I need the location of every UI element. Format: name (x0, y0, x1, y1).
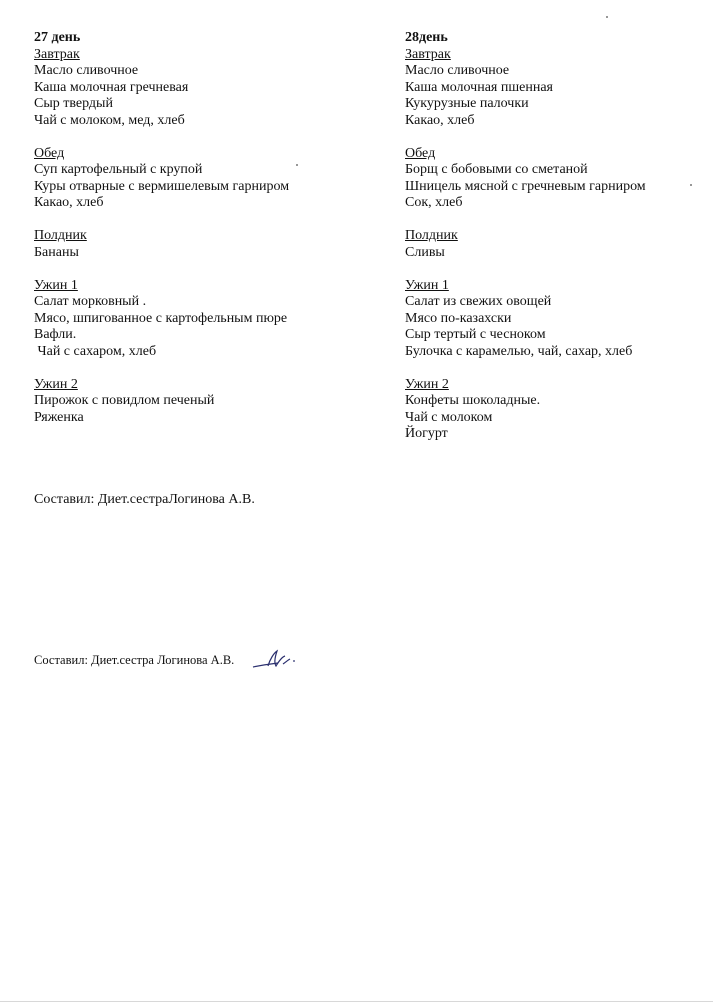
menu-item: Каша молочная гречневая (34, 79, 189, 95)
day-28-dinner-2 (405, 377, 695, 443)
menu-item: Сыр тертый с чесноком (405, 327, 546, 342)
day-28-title: 28день (405, 30, 448, 45)
handwritten-signature-icon (250, 647, 302, 673)
menu-item: Бананы (34, 244, 79, 260)
menu-item: Куры отварные с вермишелевым гарниром (34, 178, 290, 194)
menu-item: Конфеты шоколадные. (405, 393, 541, 408)
menu-item: Масло сливочное (405, 63, 510, 78)
menu-item: Борщ с бобовыми со сметаной (405, 162, 588, 177)
day-27-title: 27 день (34, 30, 81, 45)
menu-item: Масло сливочное (34, 63, 139, 78)
menu-item: Йогурт (405, 426, 448, 441)
menu-item: Чай с молоком (405, 409, 493, 425)
scan-speck (690, 184, 692, 186)
scan-edge-line (0, 1001, 713, 1002)
menu-item: Какао, хлеб (405, 112, 475, 128)
day-27-breakfast (34, 47, 364, 130)
meal-name: Завтрак (405, 46, 451, 62)
menu-item: Салат из свежих овощей (405, 294, 552, 309)
menu-item: Чай с молоком, мед, хлеб (34, 112, 185, 128)
day-28-breakfast (405, 47, 695, 130)
day-28-dinner-1 (405, 278, 695, 361)
menu-item: Каша молочная пшенная (405, 79, 553, 95)
menu-item: Пирожок с повидлом печеный (34, 393, 215, 408)
meal-name: Ужин 2 (34, 376, 78, 392)
meal-name: Завтрак (34, 46, 80, 62)
menu-item: Ряженка (34, 409, 84, 425)
menu-item: Булочка с карамелью, чай, сахар, хлеб (405, 343, 633, 359)
menu-item: Сливы (405, 244, 445, 260)
meal-name: Полдник (34, 228, 87, 243)
day-27-snack (34, 228, 364, 261)
menu-item: Сыр твердый (34, 96, 113, 111)
day-27-column (34, 30, 364, 443)
meal-name: Ужин 1 (34, 277, 78, 293)
menu-item: Мясо, шпигованное с картофельным пюре (34, 310, 288, 326)
day-27-dinner-2 (34, 377, 364, 427)
meal-name: Обед (34, 145, 65, 161)
day-28-lunch (405, 146, 695, 212)
day-28-snack (405, 228, 695, 261)
day-28-column (405, 30, 695, 459)
compiled-by-line: Составил: Диет.сестраЛогинова А.В. (34, 492, 255, 507)
day-27-lunch (34, 146, 364, 212)
menu-item: Вафли. (34, 327, 77, 342)
meal-name: Ужин 2 (405, 376, 449, 392)
menu-item: Сок, хлеб (405, 195, 463, 210)
meal-name: Обед (405, 145, 436, 161)
compiled-by-line-signed (34, 647, 302, 673)
menu-item: Кукурузные палочки (405, 96, 529, 111)
menu-item: Какао, хлеб (34, 195, 104, 210)
meal-name: Ужин 1 (405, 277, 449, 293)
day-27-dinner-1 (34, 278, 364, 361)
compiled-by-text: Составил: Диет.сестра Логинова А.В. (34, 652, 235, 667)
scan-speck (606, 16, 608, 18)
menu-item: Чай с сахаром, хлеб (34, 343, 157, 359)
menu-item: Суп картофельный с крупой (34, 162, 203, 177)
menu-item: Мясо по-казахски (405, 310, 512, 326)
meal-name: Полдник (405, 228, 458, 243)
menu-item: Шницель мясной с гречневым гарниром (405, 178, 646, 194)
menu-item: Салат морковный . (34, 294, 147, 309)
scan-speck (296, 164, 298, 166)
